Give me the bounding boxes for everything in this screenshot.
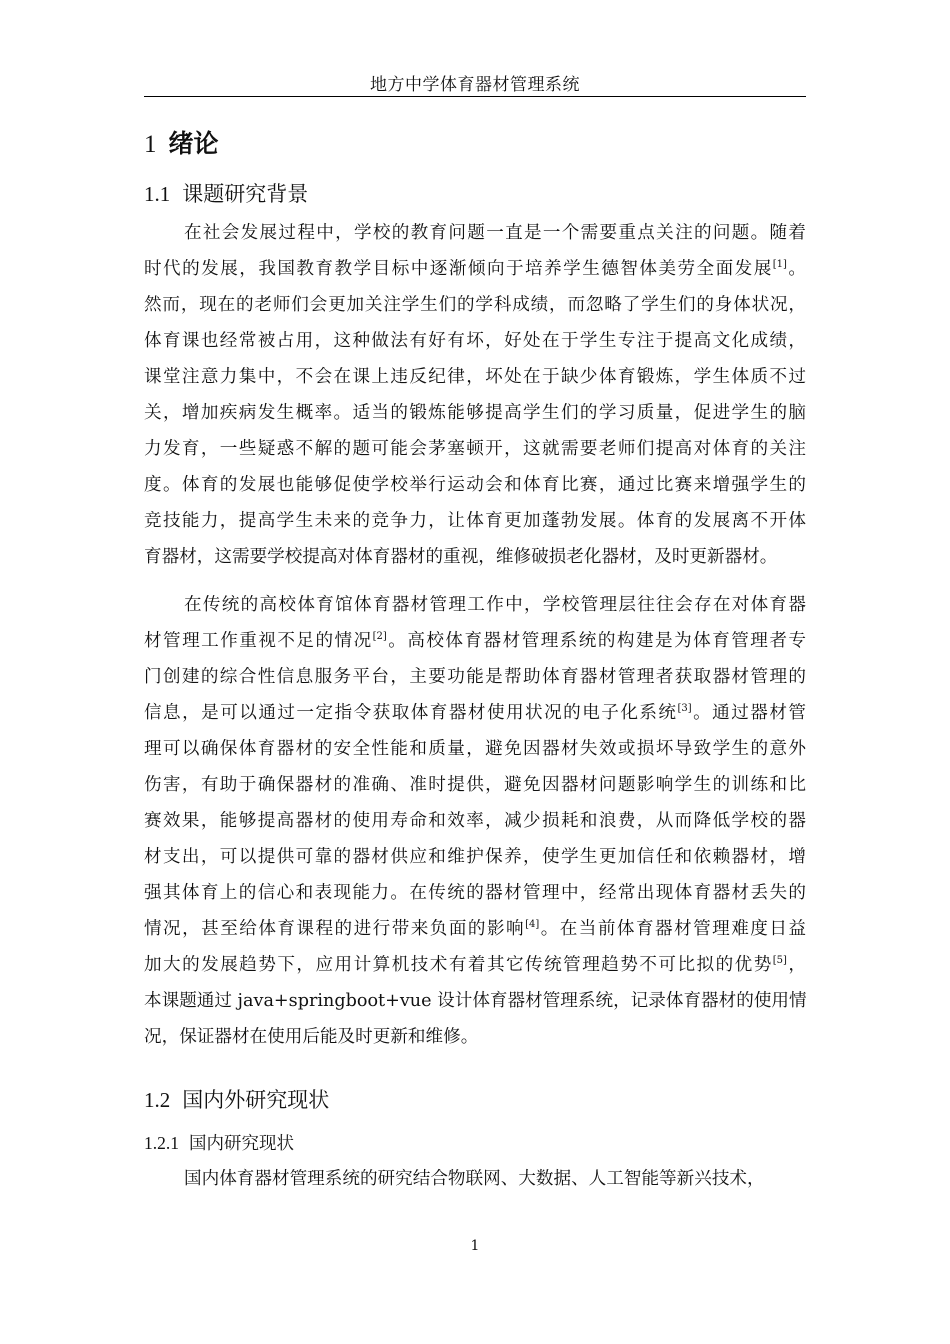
paragraph-1-line: 在社会发展过程中，学校的教育问题一直是一个需要重点关注的问题。随着 — [184, 223, 806, 243]
paragraph-2-line: 材支出，可以提供可靠的器材供应和维护保养，使学生更加信任和依赖器材，增 — [144, 847, 806, 867]
chapter-number: 1 — [144, 131, 157, 158]
paragraph-2-line: 理可以确保体育器材的安全性能和质量，避免因器材失效或损坏导致学生的意外 — [144, 739, 806, 759]
paragraph-2-line: 赛效果，能够提高器材的使用寿命和效率，减少损耗和浪费，从而降低学校的器 — [144, 811, 806, 831]
header-rule — [144, 96, 806, 97]
paragraph-1-line: 时代的发展，我国教育教学目标中逐渐倾向于培养学生德智体美劳全面发展[1]。 — [144, 259, 806, 279]
chapter-heading — [144, 124, 219, 160]
section-title: 课题研究背景 — [182, 182, 309, 206]
paragraph-2-line: 门创建的综合性信息服务平台，主要功能是帮助体育器材管理者获取器材管理的 — [144, 667, 806, 687]
paragraph-2-line: 信息，是可以通过一定指令获取体育器材使用状况的电子化系统[3]。通过器材管 — [144, 703, 806, 723]
section-number: 1.1 — [144, 182, 171, 206]
paragraph-1-line: 育器材，这需要学校提高对体育器材的重视，维修破损老化器材，及时更新器材。 — [144, 547, 778, 567]
paragraph-2-line: 伤害，有助于确保器材的准确、准时提供，避免因器材问题影响学生的训练和比 — [144, 775, 806, 795]
section-heading-1-1 — [144, 178, 308, 208]
section-title: 国内外研究现状 — [182, 1088, 330, 1112]
paragraph-1-line: 课堂注意力集中，不会在课上违反纪律，坏处在于缺少体育锻炼，学生体质不过 — [144, 367, 806, 387]
paragraph-1-line: 度。体育的发展也能够促使学校举行运动会和体育比赛，通过比赛来增强学生的 — [144, 475, 806, 495]
paragraph-1-line: 力发育，一些疑惑不解的题可能会茅塞顿开，这就需要老师们提高对体育的关注 — [144, 439, 806, 459]
citation: [2] — [372, 631, 387, 643]
citation: [3] — [677, 703, 692, 715]
paragraph-3-line: 国内体育器材管理系统的研究结合物联网、大数据、人工智能等新兴技术， — [184, 1169, 765, 1189]
paragraph-1-line: 竞技能力，提高学生未来的竞争力，让体育更加蓬勃发展。体育的发展离不开体 — [144, 511, 806, 531]
paragraph-2-line: 材管理工作重视不足的情况[2]。高校体育器材管理系统的构建是为体育管理者专 — [144, 631, 806, 651]
paragraph-1-line: 体育课也经常被占用，这种做法有好有坏，好处在于学生专注于提高文化成绩， — [144, 331, 806, 351]
paragraph-2-line: 况，保证器材在使用后能及时更新和维修。 — [144, 1027, 479, 1047]
paragraph-1-line: 关，增加疾病发生概率。适当的锻炼能够提高学生们的学习质量，促进学生的脑 — [144, 403, 806, 423]
subsection-title: 国内研究现状 — [189, 1134, 294, 1154]
paragraph-2-line: 在传统的高校体育馆体育器材管理工作中，学校管理层往往会存在对体育器 — [184, 595, 806, 615]
paragraph-2-line: 强其体育上的信心和表现能力。在传统的器材管理中，经常出现体育器材丢失的 — [144, 883, 806, 903]
subsection-number: 1.2.1 — [144, 1133, 179, 1153]
citation: [5] — [772, 955, 787, 967]
running-header: 地方中学体育器材管理系统 — [370, 75, 580, 95]
section-heading-1-2 — [144, 1084, 329, 1114]
citation: [4] — [525, 919, 540, 931]
paragraph-2-line: 本课题通过 java+springboot+vue 设计体育器材管理系统，记录体育器材的使用情 — [144, 991, 807, 1011]
citation: [1] — [772, 259, 787, 271]
section-number: 1.2 — [144, 1088, 171, 1112]
subsection-heading-1-2-1 — [144, 1130, 294, 1155]
paragraph-2-line: 情况，甚至给体育课程的进行带来负面的影响[4]。在当前体育器材管理难度日益 — [144, 919, 806, 939]
page-number: 1 — [470, 1238, 480, 1254]
paragraph-2-line: 加大的发展趋势下，应用计算机技术有着其它传统管理趋势不可比拟的优势[5]， — [144, 955, 806, 975]
paragraph-1-line: 然而，现在的老师们会更加关注学生们的学科成绩，而忽略了学生们的身体状况， — [144, 295, 806, 315]
chapter-title: 绪论 — [168, 129, 219, 158]
